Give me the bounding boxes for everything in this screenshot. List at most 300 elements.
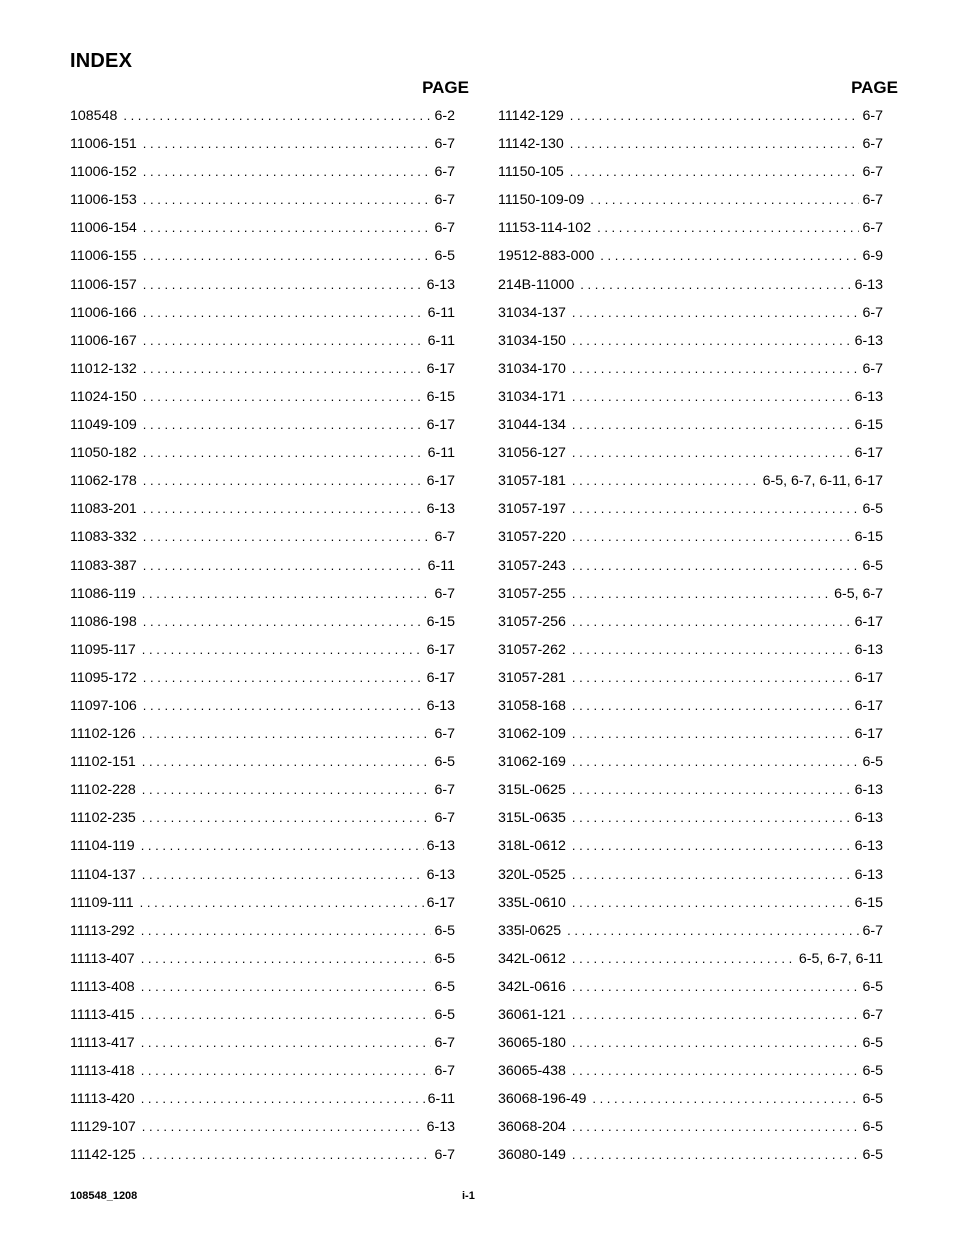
part-number: 36065-180 xyxy=(498,1035,566,1052)
part-number: 11113-408 xyxy=(70,978,135,995)
dot-leader xyxy=(143,134,432,154)
page-reference: 6-7 xyxy=(862,922,883,939)
part-number: 11113-417 xyxy=(70,1035,135,1052)
index-entry xyxy=(70,499,455,527)
page-reference: 6-2 xyxy=(434,108,455,124)
dot-leader xyxy=(143,162,432,182)
part-number: 315L-0635 xyxy=(498,810,566,827)
index-entry xyxy=(70,527,455,555)
page-reference: 6-11 xyxy=(427,445,455,462)
part-number: 31062-169 xyxy=(498,754,566,771)
dot-leader xyxy=(143,471,424,491)
part-number: 11113-292 xyxy=(70,922,135,939)
part-number: 11006-167 xyxy=(70,332,137,349)
dot-leader xyxy=(143,387,424,407)
index-entry xyxy=(498,190,883,218)
index-entry xyxy=(70,359,455,387)
index-entry xyxy=(70,556,455,584)
part-number: 335l-0625 xyxy=(498,922,562,939)
part-number: 318L-0612 xyxy=(498,838,566,855)
page-reference: 6-5 xyxy=(434,1007,455,1023)
dot-leader xyxy=(143,218,432,238)
index-entry xyxy=(70,584,455,612)
index-entry xyxy=(70,640,455,668)
page-reference: 6-13 xyxy=(426,501,455,518)
index-entry xyxy=(498,1061,883,1089)
page-reference: 6-13 xyxy=(426,838,455,855)
page-reference: 6-15 xyxy=(426,613,455,630)
page-reference: 6-13 xyxy=(854,276,883,293)
dot-leader xyxy=(141,1061,432,1081)
page-reference: 6-17 xyxy=(426,641,455,658)
index-entry xyxy=(70,275,455,303)
part-number: 11113-418 xyxy=(70,1063,135,1080)
dot-leader xyxy=(572,724,852,744)
page-reference: 6-5, 6-7, 6-11 xyxy=(798,950,883,967)
dot-leader xyxy=(572,808,852,828)
page-reference: 6-17 xyxy=(426,360,455,377)
dot-leader xyxy=(123,106,431,126)
page-reference: 6-17 xyxy=(854,726,883,743)
page-reference: 6-11 xyxy=(427,332,455,349)
dot-leader xyxy=(572,584,831,604)
index-entry xyxy=(70,893,455,921)
page-reference: 6-7 xyxy=(862,360,883,377)
part-number: 36065-438 xyxy=(498,1063,566,1080)
part-number: 11086-198 xyxy=(70,613,137,630)
page-reference: 6-7 xyxy=(434,164,455,181)
dot-leader xyxy=(143,359,424,379)
index-entry xyxy=(70,1061,455,1089)
index-entry xyxy=(498,780,883,808)
dot-leader xyxy=(592,1089,859,1109)
index-entry xyxy=(498,1145,883,1173)
index-entry xyxy=(498,443,883,471)
part-number: 11049-109 xyxy=(70,417,137,434)
index-entry xyxy=(498,387,883,415)
part-number: 11129-107 xyxy=(70,1119,136,1136)
part-number: 11012-132 xyxy=(70,360,137,377)
part-number: 31044-134 xyxy=(498,417,566,434)
dot-leader xyxy=(142,724,432,744)
part-number: 31057-262 xyxy=(498,641,566,658)
dot-leader xyxy=(143,246,432,266)
part-number: 335L-0610 xyxy=(498,894,566,911)
page-reference: 6-5 xyxy=(862,1035,883,1052)
page-reference: 6-5 xyxy=(862,1063,883,1080)
page-reference: 6-7 xyxy=(434,529,455,546)
page-reference: 6-7 xyxy=(862,304,883,321)
dot-leader xyxy=(572,1005,860,1025)
part-number: 31057-243 xyxy=(498,557,566,574)
part-number: 36068-196-49 xyxy=(498,1091,587,1108)
page-reference: 6-5 xyxy=(434,754,455,771)
page-reference: 6-17 xyxy=(854,613,883,630)
dot-leader xyxy=(572,696,852,716)
page-reference: 6-7 xyxy=(434,136,455,153)
dot-leader xyxy=(142,584,432,604)
page-reference: 6-5 xyxy=(862,1147,883,1164)
index-entry xyxy=(498,752,883,780)
part-number: 320L-0525 xyxy=(498,866,566,883)
page-reference: 6-15 xyxy=(854,417,883,434)
page-reference: 6-13 xyxy=(426,866,455,883)
index-entry xyxy=(70,836,455,864)
dot-leader xyxy=(572,499,860,519)
part-number: 342L-0612 xyxy=(498,950,566,967)
page-reference: 6-7 xyxy=(434,782,455,799)
part-number: 36061-121 xyxy=(498,1007,566,1023)
part-number: 11104-119 xyxy=(70,838,135,855)
index-entry xyxy=(498,246,883,274)
index-entry xyxy=(70,246,455,274)
page-reference: 6-5 xyxy=(434,248,455,265)
page-reference: 6-13 xyxy=(854,641,883,658)
page-reference: 6-13 xyxy=(426,697,455,714)
part-number: 214B-11000 xyxy=(498,276,575,293)
page-reference: 6-17 xyxy=(426,894,455,911)
index-entry xyxy=(498,275,883,303)
index-entry xyxy=(498,415,883,443)
part-number: 36068-204 xyxy=(498,1119,566,1136)
dot-leader xyxy=(143,443,425,463)
dot-leader xyxy=(572,640,852,660)
page-reference: 6-13 xyxy=(854,866,883,883)
part-number: 31034-170 xyxy=(498,360,566,377)
part-number: 11150-109-09 xyxy=(498,192,585,209)
page-number: i-1 xyxy=(462,1190,475,1202)
index-entry xyxy=(498,1089,883,1117)
part-number: 11113-407 xyxy=(70,950,135,967)
page-reference: 6-7 xyxy=(862,220,883,237)
page-reference: 6-17 xyxy=(426,417,455,434)
index-entry xyxy=(70,190,455,218)
page-reference: 6-7 xyxy=(434,726,455,743)
document-number: 108548_1208 xyxy=(70,1190,138,1202)
dot-leader xyxy=(142,865,424,885)
page-reference: 6-17 xyxy=(426,669,455,686)
page-reference: 6-15 xyxy=(854,894,883,911)
part-number: 11006-151 xyxy=(70,136,137,153)
part-number: 11142-125 xyxy=(70,1147,136,1164)
part-number: 36080-149 xyxy=(498,1147,566,1164)
part-number: 31034-171 xyxy=(498,388,566,405)
index-entry xyxy=(498,162,883,190)
page-reference: 6-7 xyxy=(434,585,455,602)
part-number: 11153-114-102 xyxy=(498,220,592,237)
part-number: 11006-152 xyxy=(70,164,137,181)
index-entry xyxy=(498,949,883,977)
dot-leader xyxy=(567,921,859,941)
dot-leader xyxy=(143,415,424,435)
part-number: 11024-150 xyxy=(70,388,137,405)
dot-leader xyxy=(572,1061,860,1081)
dot-leader xyxy=(572,780,852,800)
dot-leader xyxy=(572,752,860,772)
dot-leader xyxy=(597,218,859,238)
dot-leader xyxy=(572,949,796,969)
index-entry xyxy=(498,1033,883,1061)
page-reference: 6-7 xyxy=(434,192,455,209)
part-number: 11006-153 xyxy=(70,192,137,209)
page-reference: 6-7 xyxy=(862,1007,883,1023)
part-number: 11142-129 xyxy=(498,108,564,124)
part-number: 11083-201 xyxy=(70,501,137,518)
dot-leader xyxy=(143,275,424,295)
part-number: 11102-151 xyxy=(70,754,136,771)
index-entry xyxy=(498,556,883,584)
left-column-page-header: PAGE xyxy=(422,78,469,97)
dot-leader xyxy=(142,1145,432,1165)
dot-leader xyxy=(142,808,432,828)
page-reference: 6-7 xyxy=(434,220,455,237)
dot-leader xyxy=(572,415,852,435)
index-entry xyxy=(498,471,883,499)
dot-leader xyxy=(572,1033,860,1053)
dot-leader xyxy=(143,190,432,210)
page-reference: 6-13 xyxy=(426,1119,455,1136)
part-number: 11006-157 xyxy=(70,276,137,293)
part-number: 11104-137 xyxy=(70,866,136,883)
dot-leader xyxy=(572,359,860,379)
dot-leader xyxy=(141,1033,432,1053)
index-entry xyxy=(498,1117,883,1145)
dot-leader xyxy=(143,696,424,716)
dot-leader xyxy=(572,303,860,323)
index-entry xyxy=(70,668,455,696)
index-entry xyxy=(498,134,883,162)
index-entry xyxy=(498,836,883,864)
dot-leader xyxy=(143,612,424,632)
index-entry xyxy=(498,584,883,612)
index-entry xyxy=(498,808,883,836)
part-number: 31057-220 xyxy=(498,529,566,546)
part-number: 108548 xyxy=(70,108,118,124)
dot-leader xyxy=(572,836,852,856)
index-entry xyxy=(70,1117,455,1145)
part-number: 315L-0625 xyxy=(498,782,566,799)
page-reference: 6-9 xyxy=(862,248,883,265)
dot-leader xyxy=(142,640,424,660)
dot-leader xyxy=(143,556,425,576)
index-entry xyxy=(498,640,883,668)
page-reference: 6-17 xyxy=(426,473,455,490)
dot-leader xyxy=(141,977,432,997)
dot-leader xyxy=(142,780,432,800)
page-reference: 6-5 xyxy=(862,754,883,771)
page-reference: 6-13 xyxy=(426,276,455,293)
part-number: 31056-127 xyxy=(498,445,566,462)
page-reference: 6-5 xyxy=(862,501,883,518)
part-number: 31057-281 xyxy=(498,669,566,686)
dot-leader xyxy=(572,556,860,576)
page-title: INDEX xyxy=(70,50,133,72)
dot-leader xyxy=(572,471,760,491)
page-reference: 6-7 xyxy=(862,192,883,209)
dot-leader xyxy=(140,893,424,913)
dot-leader xyxy=(572,1145,860,1165)
dot-leader xyxy=(572,1117,860,1137)
index-entry xyxy=(70,1145,455,1173)
page-reference: 6-17 xyxy=(854,669,883,686)
part-number: 11062-178 xyxy=(70,473,137,490)
index-entry xyxy=(498,668,883,696)
page-reference: 6-7 xyxy=(434,1035,455,1052)
index-entry xyxy=(70,724,455,752)
part-number: 31057-255 xyxy=(498,585,566,602)
page-reference: 6-7 xyxy=(434,1147,455,1164)
right-index-column xyxy=(498,106,883,1174)
index-entry xyxy=(498,527,883,555)
page-reference: 6-13 xyxy=(854,838,883,855)
index-entry xyxy=(70,162,455,190)
page-reference: 6-15 xyxy=(426,388,455,405)
part-number: 31057-197 xyxy=(498,501,566,518)
page-reference: 6-17 xyxy=(854,697,883,714)
dot-leader xyxy=(141,921,432,941)
dot-leader xyxy=(141,836,424,856)
index-entry xyxy=(70,303,455,331)
page-reference: 6-13 xyxy=(854,388,883,405)
part-number: 19512-883-000 xyxy=(498,248,595,265)
dot-leader xyxy=(590,190,859,210)
dot-leader xyxy=(570,134,860,154)
part-number: 11150-105 xyxy=(498,164,564,181)
page-reference: 6-5, 6-7 xyxy=(834,585,883,602)
index-entry xyxy=(498,1005,883,1033)
part-number: 11083-332 xyxy=(70,529,137,546)
index-entry xyxy=(70,949,455,977)
page-reference: 6-5 xyxy=(862,1119,883,1136)
dot-leader xyxy=(141,1089,425,1109)
dot-leader xyxy=(143,303,425,323)
index-entry xyxy=(498,865,883,893)
part-number: 31034-137 xyxy=(498,304,566,321)
dot-leader xyxy=(570,162,860,182)
dot-leader xyxy=(572,865,852,885)
dot-leader xyxy=(142,1117,424,1137)
index-entry xyxy=(498,724,883,752)
dot-leader xyxy=(572,387,852,407)
index-entry xyxy=(498,696,883,724)
index-entry xyxy=(70,865,455,893)
page-reference: 6-11 xyxy=(427,557,455,574)
part-number: 31057-181 xyxy=(498,473,566,490)
page-reference: 6-17 xyxy=(854,445,883,462)
index-entry xyxy=(498,921,883,949)
index-entry xyxy=(70,612,455,640)
part-number: 342L-0616 xyxy=(498,978,566,995)
index-entry xyxy=(498,977,883,1005)
page-reference: 6-7 xyxy=(434,810,455,827)
dot-leader xyxy=(572,977,860,997)
dot-leader xyxy=(580,275,851,295)
part-number: 11006-155 xyxy=(70,248,137,265)
index-entry xyxy=(498,303,883,331)
index-entry xyxy=(70,808,455,836)
dot-leader xyxy=(572,668,852,688)
part-number: 11095-117 xyxy=(70,641,136,658)
index-entry xyxy=(70,106,455,134)
index-entry xyxy=(70,1033,455,1061)
part-number: 11050-182 xyxy=(70,445,137,462)
page-reference: 6-5 xyxy=(434,950,455,967)
index-entry xyxy=(498,106,883,134)
index-entry xyxy=(498,893,883,921)
page-reference: 6-7 xyxy=(862,164,883,181)
part-number: 11142-130 xyxy=(498,136,564,153)
index-entry xyxy=(70,134,455,162)
dot-leader xyxy=(143,499,424,519)
dot-leader xyxy=(141,1005,432,1025)
dot-leader xyxy=(143,668,424,688)
part-number: 11109-111 xyxy=(70,894,134,911)
index-entry xyxy=(70,977,455,1005)
page-reference: 6-15 xyxy=(854,529,883,546)
page-reference: 6-13 xyxy=(854,332,883,349)
part-number: 31057-256 xyxy=(498,613,566,630)
index-entry xyxy=(70,387,455,415)
part-number: 31034-150 xyxy=(498,332,566,349)
part-number: 31062-109 xyxy=(498,726,566,743)
part-number: 11006-154 xyxy=(70,220,137,237)
dot-leader xyxy=(143,527,432,547)
dot-leader xyxy=(572,612,852,632)
dot-leader xyxy=(572,527,852,547)
index-entry xyxy=(70,218,455,246)
part-number: 11097-106 xyxy=(70,697,137,714)
index-entry xyxy=(498,359,883,387)
left-index-column xyxy=(70,106,455,1174)
index-entry xyxy=(70,696,455,724)
dot-leader xyxy=(600,246,859,266)
index-entry xyxy=(70,752,455,780)
part-number: 11102-235 xyxy=(70,810,136,827)
index-entry xyxy=(70,415,455,443)
part-number: 11006-166 xyxy=(70,304,137,321)
dot-leader xyxy=(142,752,432,772)
dot-leader xyxy=(141,949,432,969)
dot-leader xyxy=(572,331,852,351)
part-number: 11102-228 xyxy=(70,782,136,799)
page-reference: 6-5 xyxy=(434,978,455,995)
part-number: 11113-415 xyxy=(70,1007,135,1023)
page-reference: 6-11 xyxy=(427,1091,455,1108)
page-reference: 6-5 xyxy=(434,922,455,939)
part-number: 11095-172 xyxy=(70,669,137,686)
index-entry xyxy=(498,612,883,640)
index-entry xyxy=(70,443,455,471)
index-entry xyxy=(70,780,455,808)
index-entry xyxy=(498,218,883,246)
page-reference: 6-7 xyxy=(862,108,883,124)
page-reference: 6-13 xyxy=(854,810,883,827)
page-reference: 6-7 xyxy=(434,1063,455,1080)
page-reference: 6-5 xyxy=(862,978,883,995)
page-reference: 6-5 xyxy=(862,1091,883,1108)
right-column-page-header: PAGE xyxy=(851,78,898,97)
index-entry xyxy=(70,921,455,949)
index-entry xyxy=(498,499,883,527)
index-entry xyxy=(498,331,883,359)
index-entry xyxy=(70,331,455,359)
part-number: 31058-168 xyxy=(498,697,566,714)
page-reference: 6-5 xyxy=(862,557,883,574)
part-number: 11083-387 xyxy=(70,557,137,574)
page-reference: 6-7 xyxy=(862,136,883,153)
index-entry xyxy=(70,1005,455,1033)
page-reference: 6-5, 6-7, 6-11, 6-17 xyxy=(762,473,883,490)
